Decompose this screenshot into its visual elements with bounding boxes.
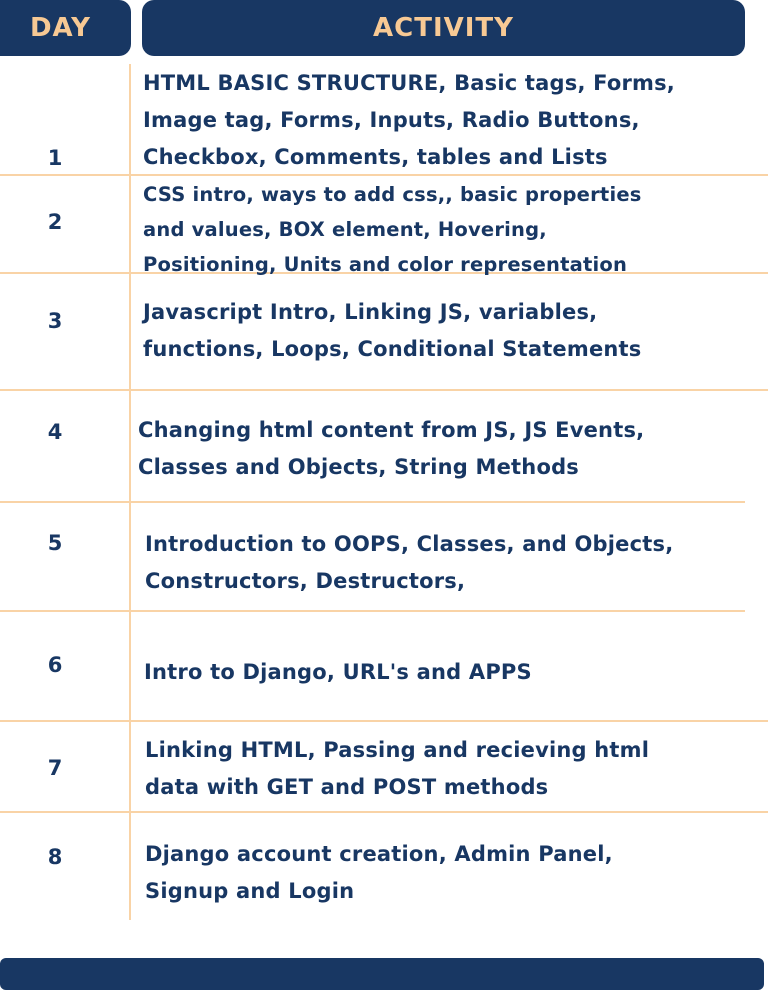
activity-line: Django account creation, Admin Panel,	[145, 842, 613, 866]
activity-line: Classes and Objects, String Methods	[138, 455, 579, 479]
column-divider	[129, 64, 131, 920]
activity-text	[143, 294, 642, 368]
day-number: 8	[47, 845, 63, 869]
day-number: 7	[47, 756, 63, 780]
activity-column-header: ACTIVITY	[142, 0, 745, 56]
activity-line: Signup and Login	[145, 879, 355, 903]
activity-line: Introduction to OOPS, Classes, and Objects,	[145, 532, 674, 556]
activity-line: CSS intro, ways to add css,, basic properties	[143, 183, 642, 206]
day-number: 5	[47, 531, 63, 555]
activity-text	[145, 836, 613, 910]
activity-line: Checkbox, Comments, tables and Lists	[143, 145, 608, 169]
activity-line: data with GET and POST methods	[145, 775, 549, 799]
activity-text	[138, 412, 644, 486]
day-column-header: DAY	[0, 0, 131, 56]
day-number: 4	[47, 420, 63, 444]
activity-text	[145, 526, 673, 600]
day-number: 3	[47, 309, 63, 333]
activity-line: Linking HTML, Passing and recieving html	[145, 738, 650, 762]
activity-line: functions, Loops, Conditional Statements	[143, 337, 642, 361]
row-divider	[0, 610, 745, 612]
day-number: 2	[47, 210, 63, 234]
activity-text	[143, 65, 675, 176]
activity-line: Changing html content from JS, JS Events,	[138, 418, 645, 442]
row-divider	[0, 811, 768, 813]
footer-bar	[0, 958, 764, 990]
activity-text	[143, 177, 642, 282]
activity-line: Positioning, Units and color representation	[143, 253, 628, 276]
day-number: 1	[47, 146, 63, 170]
activity-text	[144, 654, 532, 691]
activity-line: Javascript Intro, Linking JS, variables,	[143, 300, 598, 324]
row-divider	[0, 389, 768, 391]
activity-line: and values, BOX element, Hovering,	[143, 218, 547, 241]
activity-line: Intro to Django, URL's and APPS	[144, 660, 532, 684]
activity-line: HTML BASIC STRUCTURE, Basic tags, Forms,	[143, 71, 675, 95]
day-number: 6	[47, 653, 63, 677]
activity-line: Image tag, Forms, Inputs, Radio Buttons,	[143, 108, 640, 132]
row-divider	[0, 501, 745, 503]
row-divider	[0, 720, 768, 722]
activity-text	[145, 732, 649, 806]
activity-line: Constructors, Destructors,	[145, 569, 466, 593]
